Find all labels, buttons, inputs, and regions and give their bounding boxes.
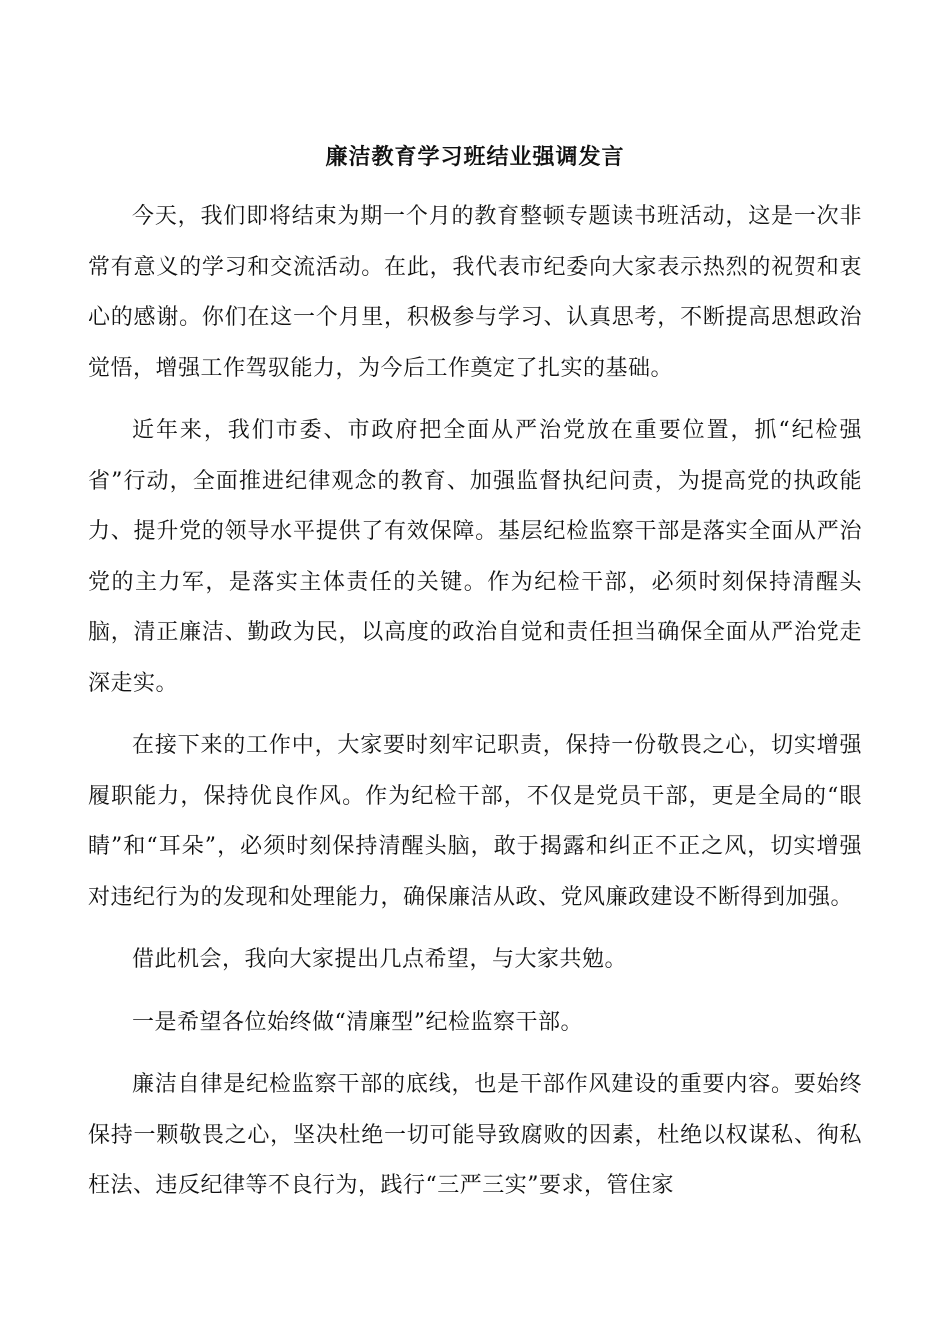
paragraph-6: 廉洁自律是纪检监察干部的底线，也是干部作风建设的重要内容。要始终保持一颗敬畏之心，坚决杜绝一切可能导致腐败的因素，杜绝以权谋私、徇私枉法、违反纪律等不良行为，践行“三严三实”要求，管住家 xyxy=(88,1072,862,1198)
paragraph-1: 今天，我们即将结束为期一个月的教育整顿专题读书班活动，这是一次非常有意义的学习和交流活动。在此，我代表市纪委向大家表示热烈的祝贺和衷心的感谢。你们在这一个月里，积极参与学习、认真思考，不断提高思想政治觉悟，增强工作驾驭能力，为今后工作奠定了扎实的基础。 xyxy=(88,204,862,381)
paragraph-3: 在接下来的工作中，大家要时刻牢记职责，保持一份敬畏之心，切实增强履职能力，保持优良作风。作为纪检干部，不仅是党员干部，更是全局的“眼睛”和“耳朵”，必须时刻保持清醒头脑，敢于揭露和纠正不正之风，切实增强对违纪行为的发现和处理能力，确保廉洁从政、党风廉政建设不断得到加强。 xyxy=(88,733,862,910)
document-title: 廉洁教育学习班结业强调发言 xyxy=(325,145,625,170)
paragraph-5: 一是希望各位始终做“清廉型”纪检监察干部。 xyxy=(132,1009,583,1035)
paragraph-2: 近年来，我们市委、市政府把全面从严治党放在重要位置，抓“纪检强省”行动，全面推进纪律观念的教育、加强监督执纪问责，为提高党的执政能力、提升党的领导水平提供了有效保障。基层纪检监察干部是落实全面从严治党的主力军，是落实主体责任的关键。作为纪检干部，必须时刻保持清醒头脑，清正廉洁、勤政为民，以高度的政治自觉和责任担当确保全面从严治党走深走实。 xyxy=(88,418,862,696)
paragraph-4: 借此机会，我向大家提出几点希望，与大家共勉。 xyxy=(132,947,628,972)
document-body xyxy=(88,192,862,1224)
